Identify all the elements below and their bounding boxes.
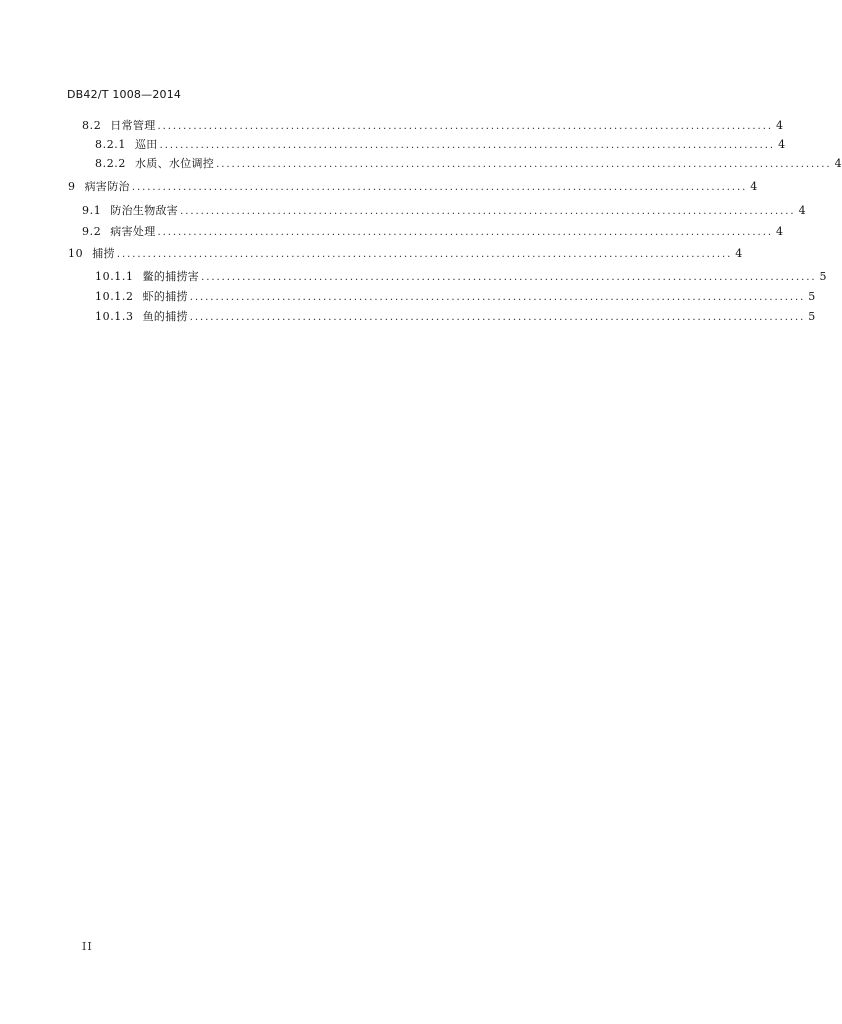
toc-entry[interactable]: [82, 224, 783, 240]
toc-entry-page: 4: [778, 138, 786, 151]
toc-entry-number: 8.2.1: [95, 138, 126, 151]
toc-entry-title: 防治生物敌害: [110, 204, 179, 217]
toc-entry[interactable]: [82, 118, 783, 134]
toc-entry-title: 捕捞: [92, 247, 115, 260]
toc-dot-leader: ........................................................................................................................: [189, 312, 806, 323]
toc-entry-page: 5: [808, 290, 816, 303]
toc-entry-number: 9.1: [82, 204, 102, 217]
toc-entry[interactable]: [82, 203, 806, 219]
toc-dot-leader: ........................................................................................................................: [157, 121, 773, 132]
toc-entry-page: 5: [819, 270, 827, 283]
toc-entry-number: 10: [68, 247, 84, 260]
toc-entry-number: 8.2.2: [95, 157, 126, 170]
toc-entry-page: 4: [775, 225, 783, 238]
toc-dot-leader: ........................................................................................................................: [159, 140, 776, 151]
document-code-header: DB42/T 1008—2014: [67, 88, 182, 101]
toc-entry-page: 4: [735, 247, 743, 260]
toc-dot-leader: ........................................................................................................................: [216, 159, 832, 170]
toc-entry-title: 病害防治: [84, 180, 130, 193]
toc-entry-page: 4: [750, 180, 758, 193]
toc-entry-title: 鳖的捕捞害: [142, 270, 200, 283]
toc-dot-leader: ........................................................................................................................: [116, 249, 733, 260]
toc-entry[interactable]: [95, 309, 816, 325]
toc-entry[interactable]: [68, 179, 758, 195]
toc-entry-number: 8.2: [82, 119, 102, 132]
toc-dot-leader: ........................................................................................................................: [157, 227, 773, 238]
page-number: II: [82, 940, 93, 953]
toc-entry[interactable]: [95, 269, 827, 285]
toc-entry-title: 日常管理: [110, 119, 156, 132]
toc-entry-number: 9: [68, 180, 76, 193]
toc-entry[interactable]: [95, 289, 816, 305]
toc-entry-title: 虾的捕捞: [142, 290, 188, 303]
toc-entry-number: 9.2: [82, 225, 102, 238]
toc-entry-page: 4: [775, 119, 783, 132]
toc-dot-leader: ........................................................................................................................: [180, 206, 796, 217]
toc-entry-page: 4: [834, 157, 842, 170]
toc-entry-title: 鱼的捕捞: [142, 310, 188, 323]
toc-dot-leader: ........................................................................................................................: [201, 272, 817, 283]
toc-entry[interactable]: [95, 137, 786, 153]
toc-entry-title: 病害处理: [110, 225, 156, 238]
toc-entry-page: 4: [798, 204, 806, 217]
toc-dot-leader: ........................................................................................................................: [189, 292, 806, 303]
toc-entry-number: 10.1.2: [95, 290, 134, 303]
toc-entry-number: 10.1.3: [95, 310, 134, 323]
toc-dot-leader: ........................................................................................................................: [131, 182, 748, 193]
toc-entry[interactable]: [68, 246, 743, 262]
toc-entry-page: 5: [808, 310, 816, 323]
toc-entry[interactable]: [95, 156, 842, 172]
toc-entry-title: 水质、水位调控: [135, 157, 215, 170]
toc-entry-title: 巡田: [135, 138, 158, 151]
toc-entry-number: 10.1.1: [95, 270, 134, 283]
